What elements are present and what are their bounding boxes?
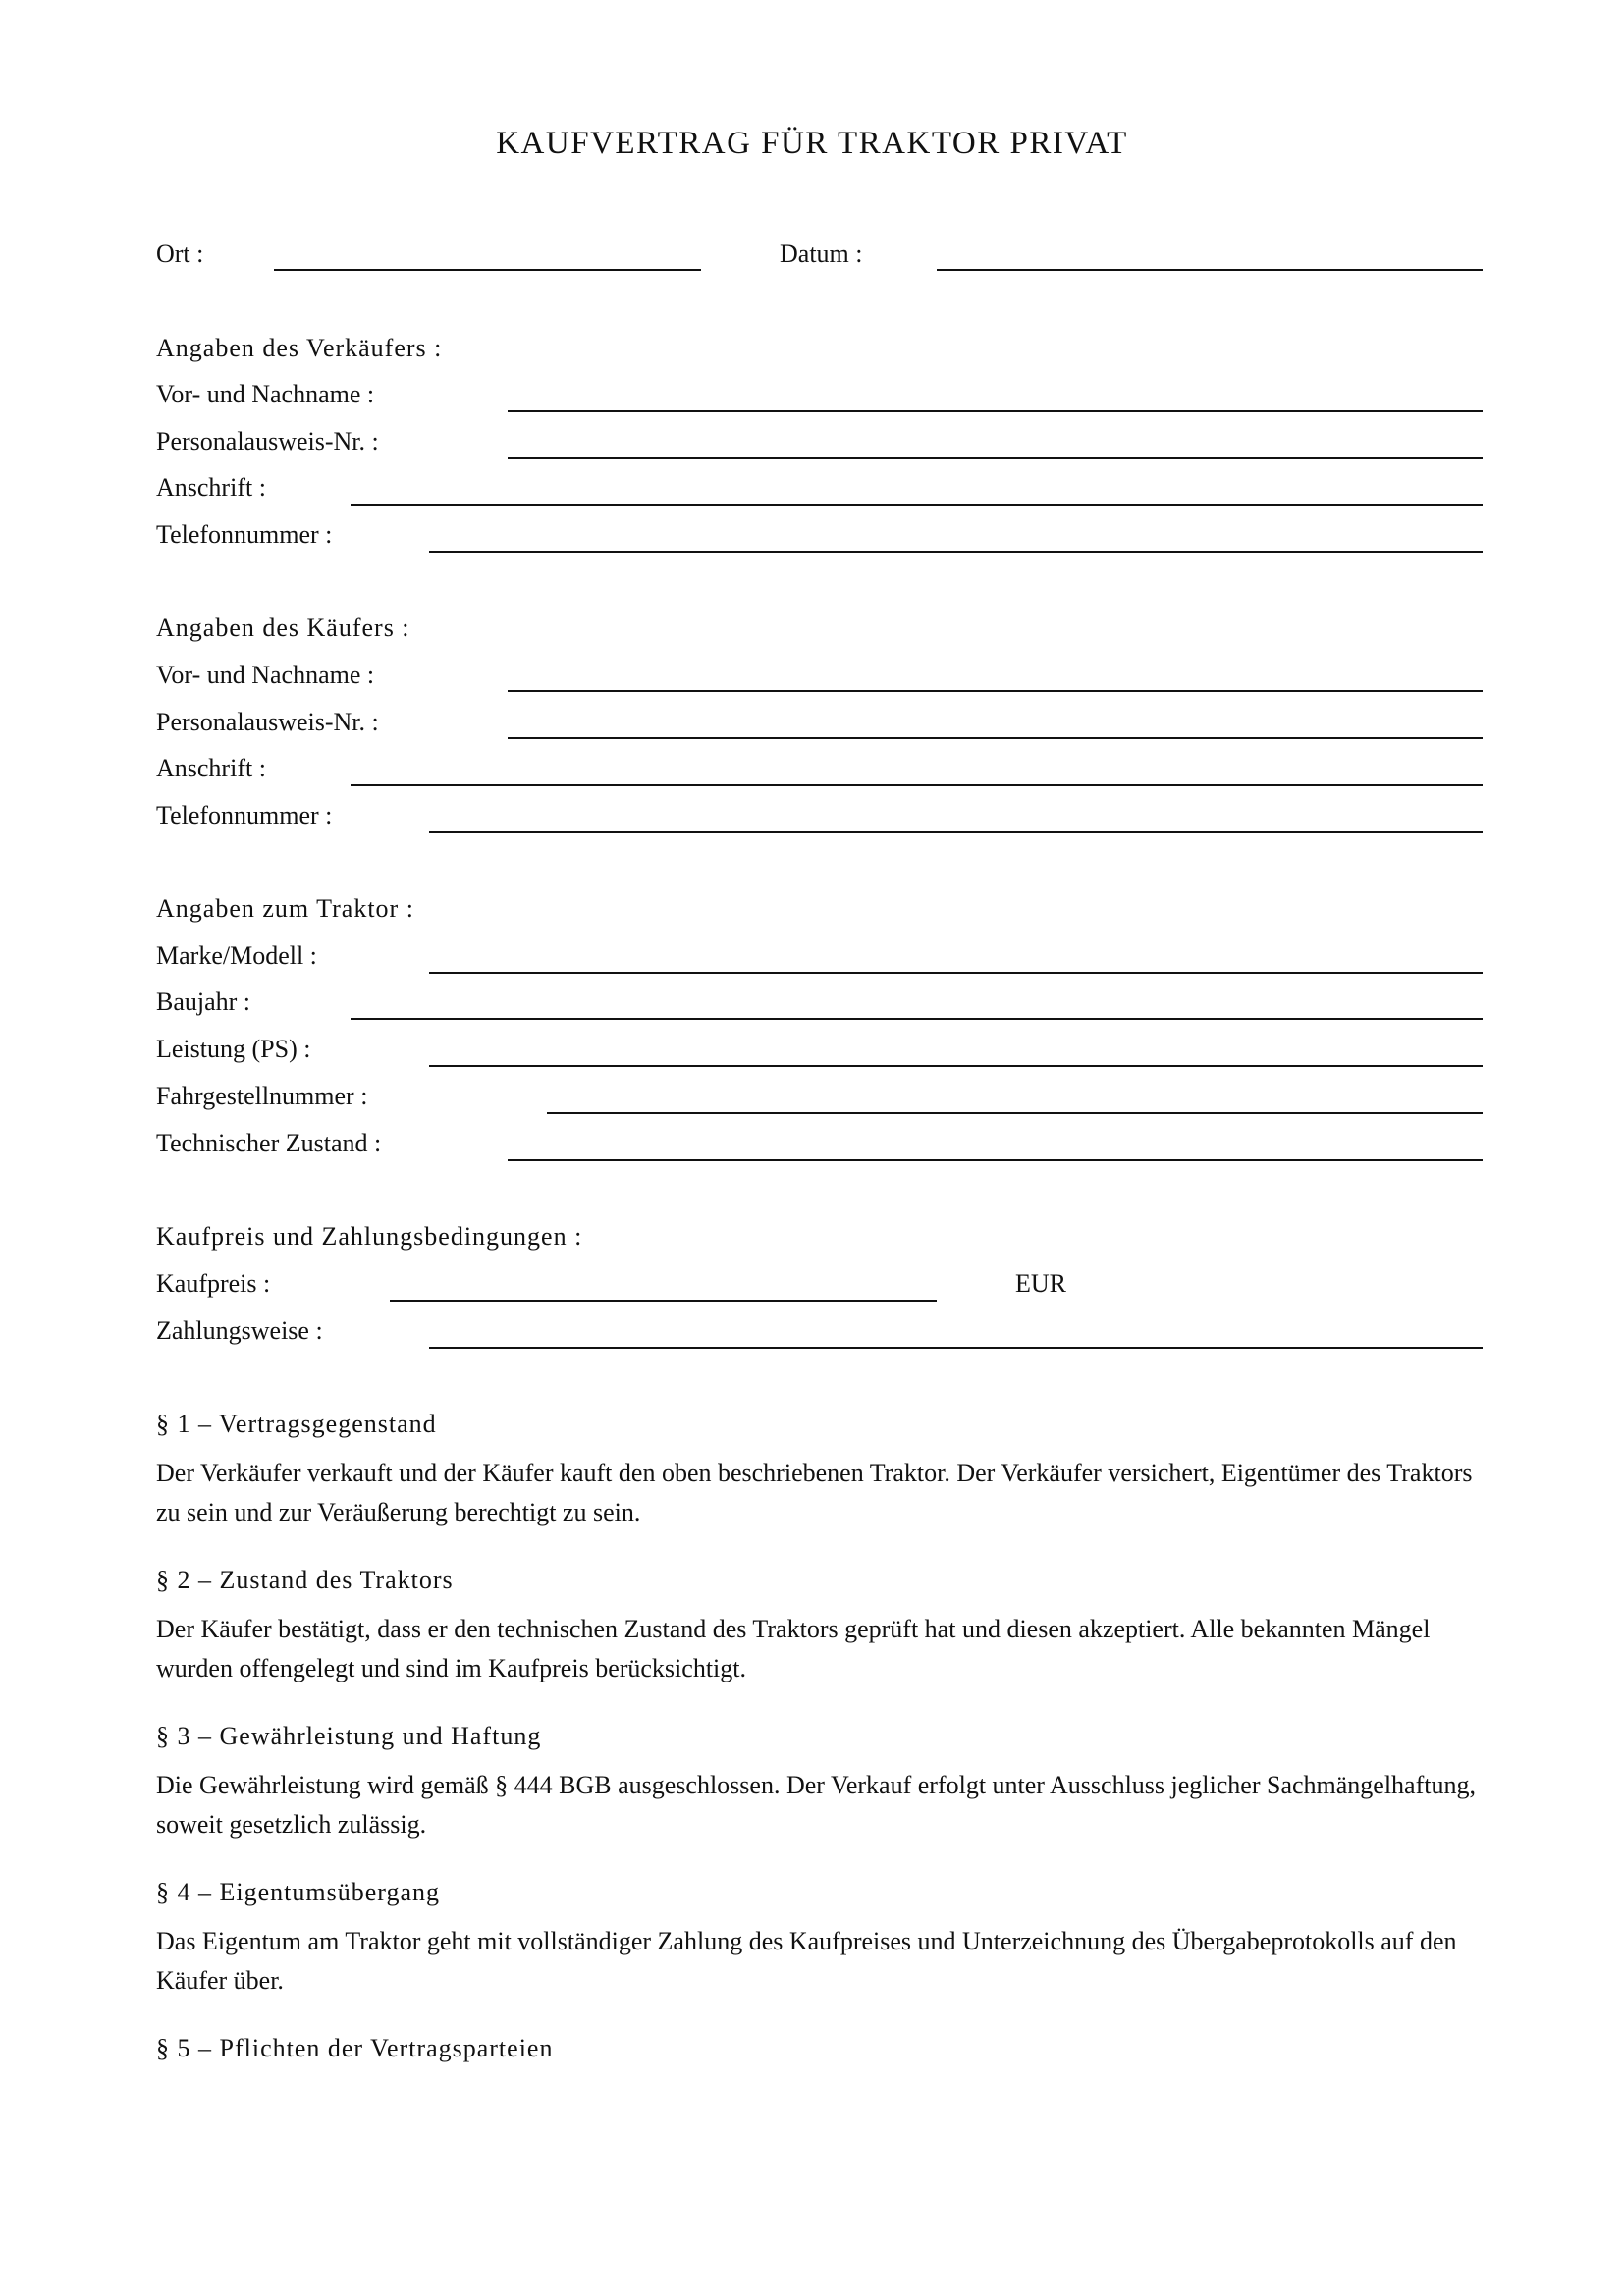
tractor-year-field[interactable] — [351, 1018, 1483, 1020]
seller-phone-label: Telefonnummer : — [156, 520, 333, 549]
section-4-heading: § 4 – Eigentumsübergang — [156, 1878, 440, 1906]
tractor-condition-label: Technischer Zustand : — [156, 1129, 382, 1157]
section-5-heading: § 5 – Pflichten der Vertragsparteien — [156, 2034, 554, 2062]
seller-heading: Angaben des Verkäufers : — [156, 334, 443, 362]
tractor-model-field[interactable] — [429, 972, 1483, 974]
tractor-condition-field[interactable] — [508, 1159, 1483, 1161]
section-2-heading: § 2 – Zustand des Traktors — [156, 1566, 454, 1594]
section-3-text: Die Gewährleistung wird gemäß § 444 BGB ausgeschlossen. Der Verkauf erfolgt unter Ausschluss jeglicher Sachmängelhaftung, soweit gesetzlich zulässig. — [156, 1771, 1476, 1839]
section-1-heading: § 1 – Vertragsgegenstand — [156, 1410, 437, 1438]
buyer-heading: Angaben des Käufers : — [156, 614, 410, 642]
price-field[interactable] — [390, 1300, 937, 1302]
payment-method-label: Zahlungsweise : — [156, 1316, 323, 1345]
seller-name-field[interactable] — [508, 410, 1483, 412]
currency-label: EUR — [1015, 1269, 1066, 1298]
tractor-year-label: Baujahr : — [156, 988, 251, 1016]
payment-method-field[interactable] — [429, 1347, 1483, 1349]
buyer-address-field[interactable] — [351, 784, 1483, 786]
tractor-vin-field[interactable] — [547, 1112, 1483, 1114]
tractor-vin-label: Fahrgestellnummer : — [156, 1082, 368, 1110]
ort-label: Ort : — [156, 240, 204, 268]
buyer-phone-label: Telefonnummer : — [156, 801, 333, 829]
buyer-id-field[interactable] — [508, 737, 1483, 739]
buyer-name-label: Vor- und Nachname : — [156, 661, 375, 689]
datum-label: Datum : — [780, 240, 863, 268]
seller-phone-field[interactable] — [429, 551, 1483, 553]
section-2-text: Der Käufer bestätigt, dass er den technischen Zustand des Traktors geprüft hat und diesen akzeptiert. Alle bekannten Mängel wurden offengelegt und sind im Kaufpreis berücksichtigt. — [156, 1615, 1431, 1682]
seller-address-field[interactable] — [351, 504, 1483, 506]
document-title: KAUFVERTRAG FÜR TRAKTOR PRIVAT — [496, 126, 1128, 161]
buyer-id-label: Personalausweis-Nr. : — [156, 708, 379, 736]
buyer-name-field[interactable] — [508, 690, 1483, 692]
seller-name-label: Vor- und Nachname : — [156, 380, 375, 408]
price-label: Kaufpreis : — [156, 1269, 271, 1298]
seller-id-field[interactable] — [508, 457, 1483, 459]
seller-id-label: Personalausweis-Nr. : — [156, 427, 379, 455]
tractor-heading: Angaben zum Traktor : — [156, 894, 414, 923]
section-1-text: Der Verkäufer verkauft und der Käufer kauft den oben beschriebenen Traktor. Der Verkäufer versichert, Eigentümer des Traktors zu sein und zur Veräußerung berechtigt zu sein. — [156, 1459, 1473, 1526]
datum-field[interactable] — [937, 269, 1483, 271]
buyer-phone-field[interactable] — [429, 831, 1483, 833]
tractor-power-label: Leistung (PS) : — [156, 1035, 311, 1063]
buyer-address-label: Anschrift : — [156, 754, 266, 782]
ort-field[interactable] — [274, 269, 701, 271]
section-3-heading: § 3 – Gewährleistung und Haftung — [156, 1722, 542, 1750]
tractor-model-label: Marke/Modell : — [156, 941, 317, 970]
tractor-power-field[interactable] — [429, 1065, 1483, 1067]
section-4-text: Das Eigentum am Traktor geht mit vollständiger Zahlung des Kaufpreises und Unterzeichnung des Übergabeprotokolls auf den Käufer über. — [156, 1927, 1457, 1995]
seller-address-label: Anschrift : — [156, 473, 266, 502]
payment-heading: Kaufpreis und Zahlungsbedingungen : — [156, 1222, 583, 1251]
